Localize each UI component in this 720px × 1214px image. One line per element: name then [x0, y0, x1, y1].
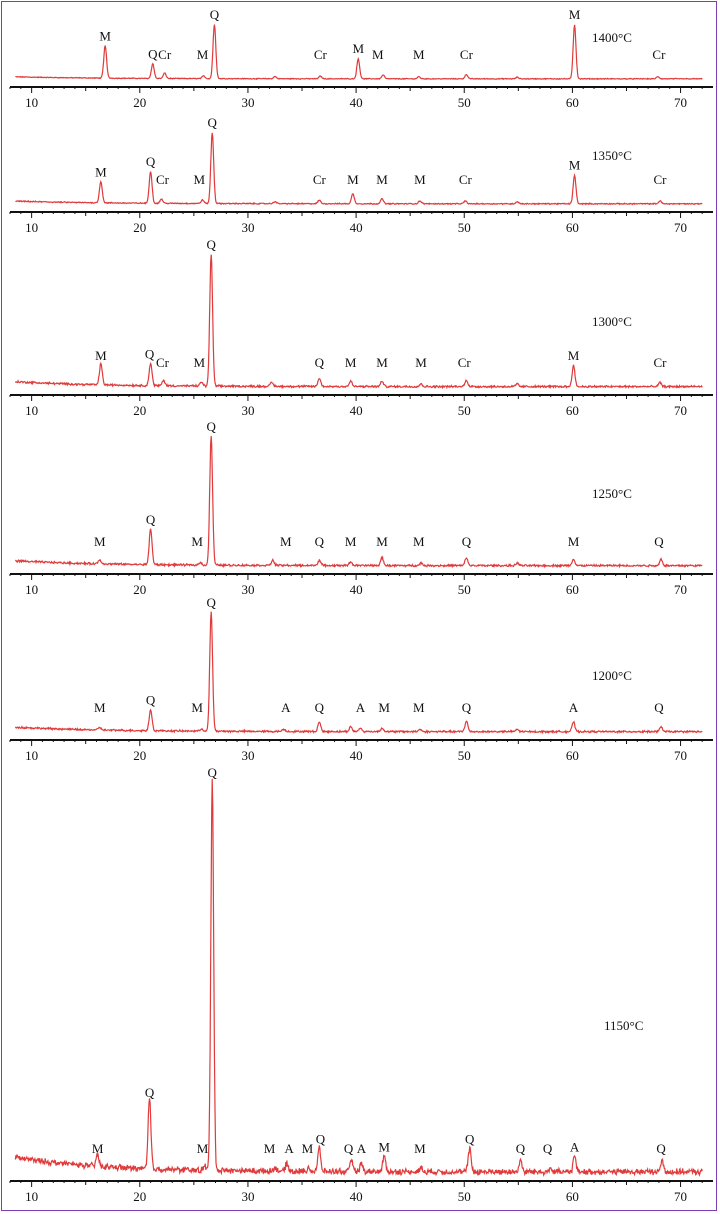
x-tick-label: 40 [349, 95, 363, 110]
peak-label: A [355, 700, 366, 715]
peak-label: Cr [458, 172, 472, 187]
peak-label: M [413, 534, 425, 549]
peak-label: M [196, 47, 209, 62]
peak-label: A [284, 1141, 294, 1156]
x-tick-label: 50 [457, 748, 471, 763]
spectrum-line [15, 779, 702, 1175]
peak-label: Q [314, 534, 325, 549]
peak-label: Q [656, 1141, 666, 1156]
panel-1350 [10, 115, 713, 235]
x-tick-label: 50 [457, 582, 471, 597]
peak-label: M [91, 1141, 104, 1156]
x-tick-label: 50 [457, 95, 471, 110]
x-tick-label: 20 [133, 95, 147, 110]
peak-label: M [352, 41, 365, 57]
x-tick-label: 20 [133, 1189, 147, 1204]
peak-label: Q [207, 765, 217, 780]
peak-label: M [413, 700, 425, 715]
peak-label: Q [145, 511, 156, 527]
x-tick-label: 60 [565, 582, 579, 597]
x-tick-label: 70 [674, 95, 688, 110]
peak-label: Cr [457, 355, 471, 370]
x-tick-label: 20 [133, 220, 147, 235]
x-tick-label: 20 [133, 403, 147, 418]
x-tick-label: 30 [241, 220, 255, 235]
peak-label: Q [464, 1131, 475, 1147]
peak-label: Cr [312, 172, 326, 187]
peak-label: Cr [653, 355, 667, 370]
x-tick-label: 50 [457, 403, 471, 418]
peak-label: M [93, 700, 106, 715]
peak-label: Q [206, 237, 216, 252]
peak-label: Cr [158, 47, 172, 62]
x-tick-label: 30 [241, 748, 255, 763]
panel-1200 [10, 595, 713, 763]
x-tick-label: 60 [565, 748, 579, 763]
peak-label: Q [542, 1141, 553, 1156]
peak-label: Cr [652, 47, 666, 62]
peak-label: M [413, 47, 425, 62]
peak-label: M [344, 534, 357, 549]
x-tick-label: 60 [565, 220, 579, 235]
peak-label: A [281, 700, 291, 715]
spectrum-line [15, 436, 702, 566]
peak-label: Q [461, 534, 472, 549]
peak-label: M [193, 172, 206, 187]
x-tick-label: 30 [241, 582, 255, 597]
peak-label: Q [207, 115, 217, 130]
peak-label: Cr [155, 355, 169, 370]
x-tick-label: 70 [674, 403, 688, 418]
peak-label: Q [461, 700, 472, 715]
panel-1300 [10, 237, 713, 418]
peak-label: M [376, 172, 388, 187]
x-tick-label: 70 [674, 1189, 688, 1204]
temperature-label: 1400°C [592, 30, 632, 45]
peak-label: M [99, 28, 111, 44]
x-tick-label: 70 [674, 220, 688, 235]
x-tick-label: 50 [457, 1189, 471, 1204]
peak-label: Q [315, 1131, 326, 1147]
peak-label: Q [343, 1141, 354, 1156]
x-tick-label: 10 [25, 748, 39, 763]
temperature-label: 1200°C [592, 668, 632, 683]
x-tick-label: 60 [565, 403, 579, 418]
peak-label: A [569, 1139, 580, 1155]
x-tick-label: 40 [349, 403, 363, 418]
x-tick-label: 40 [349, 582, 363, 597]
panel-1150 [10, 765, 713, 1204]
peak-label: Q [654, 534, 664, 549]
peak-label: M [301, 1141, 314, 1156]
peak-label: M [414, 172, 426, 187]
x-tick-label: 60 [565, 1189, 579, 1204]
peak-label: M [344, 355, 357, 370]
peak-label: M [568, 157, 581, 173]
x-tick-label: 30 [241, 95, 255, 110]
x-tick-label: 50 [457, 220, 471, 235]
peak-label: Q [144, 346, 155, 362]
x-tick-label: 20 [133, 748, 147, 763]
x-tick-label: 20 [133, 582, 147, 597]
peak-label: Cr [155, 172, 169, 187]
peak-label: Q [314, 355, 325, 370]
panel-1250 [10, 419, 713, 597]
peak-label: M [193, 355, 206, 370]
x-tick-label: 10 [25, 403, 39, 418]
peak-label: M [414, 1141, 426, 1156]
x-tick-label: 70 [674, 582, 688, 597]
peak-label: M [263, 1141, 276, 1156]
peak-label: M [568, 7, 581, 22]
x-tick-label: 10 [25, 95, 39, 110]
peak-label: M [93, 534, 106, 549]
x-tick-label: 40 [349, 220, 363, 235]
x-tick-label: 70 [674, 748, 688, 763]
peak-label: Q [148, 46, 158, 62]
peak-label: A [568, 700, 579, 715]
temperature-label: 1300°C [592, 314, 632, 329]
peak-label: M [95, 347, 107, 363]
peak-label: Q [206, 419, 216, 434]
peak-label: Cr [459, 47, 473, 62]
x-tick-label: 10 [25, 1189, 39, 1204]
temperature-label: 1150°C [604, 1018, 644, 1033]
peak-label: M [347, 172, 359, 187]
peak-label: M [376, 355, 388, 370]
x-tick-label: 30 [241, 403, 255, 418]
temperature-label: 1350°C [592, 148, 632, 163]
peak-label: Q [515, 1141, 526, 1156]
peak-label: Q [145, 154, 156, 170]
peak-label: Q [206, 595, 216, 610]
peak-label: Cr [653, 172, 667, 187]
x-tick-label: 10 [25, 582, 39, 597]
x-tick-label: 60 [565, 95, 579, 110]
panel-1400 [10, 7, 713, 110]
peak-label: M [378, 1139, 390, 1155]
peak-label: M [191, 700, 203, 715]
peak-label: Q [144, 1084, 155, 1100]
peak-label: M [191, 534, 203, 549]
x-tick-label: 30 [241, 1189, 255, 1204]
peak-label: Q [145, 692, 156, 708]
peak-label: M [196, 1141, 209, 1156]
x-tick-label: 40 [349, 1189, 363, 1204]
peak-label: Q [209, 7, 220, 22]
peak-label: M [280, 534, 292, 549]
peak-label: Q [314, 700, 325, 715]
peak-label: M [567, 347, 580, 363]
peak-label: M [376, 534, 388, 549]
peak-label: A [356, 1141, 367, 1156]
x-tick-label: 10 [25, 220, 39, 235]
peak-label: M [371, 47, 384, 62]
peak-label: Cr [313, 47, 327, 62]
peak-label: M [415, 355, 427, 370]
peak-label: Q [654, 700, 664, 715]
spectrum-line [15, 133, 702, 205]
peak-label: M [378, 700, 390, 715]
peak-label: M [567, 534, 580, 549]
temperature-label: 1250°C [592, 486, 632, 501]
peak-label: M [95, 164, 107, 180]
x-tick-label: 40 [349, 748, 363, 763]
